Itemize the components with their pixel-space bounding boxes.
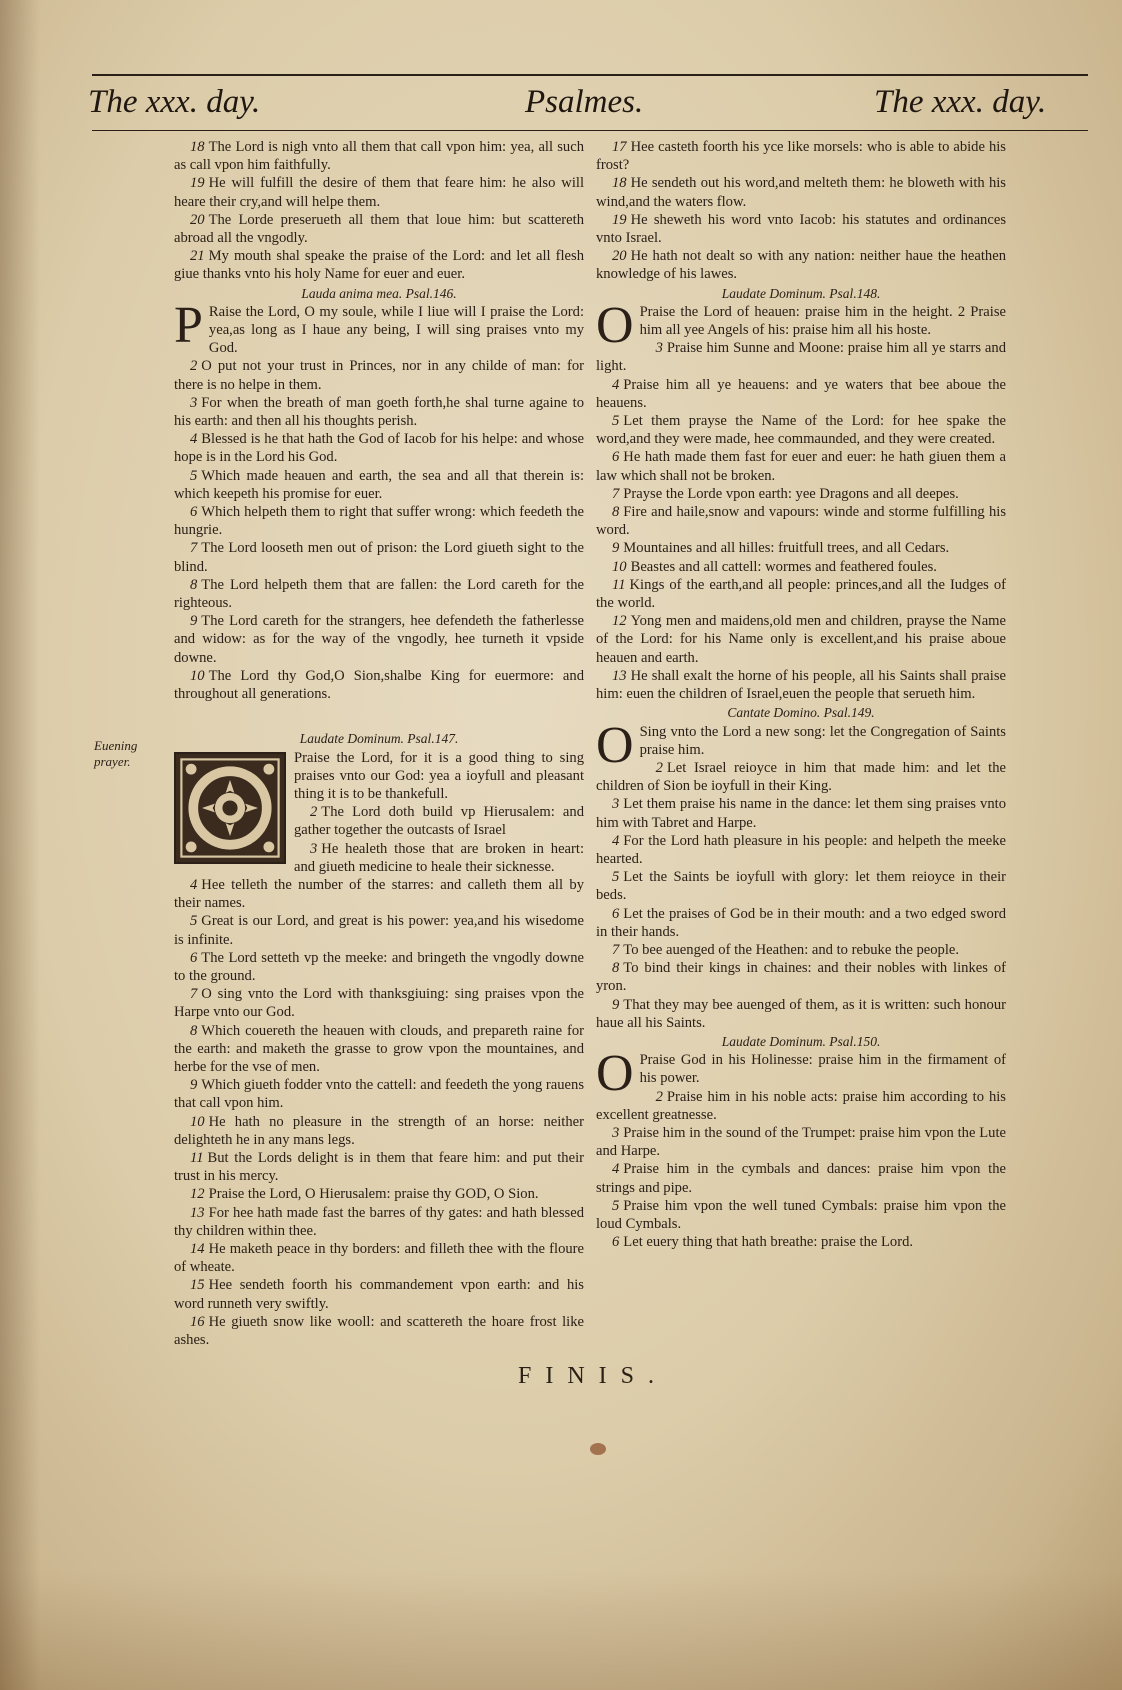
verse-number: 14 bbox=[190, 1240, 205, 1257]
verse bbox=[174, 1240, 584, 1276]
verse-number: 8 bbox=[612, 504, 620, 521]
verse-number: 20 bbox=[190, 211, 205, 228]
verse bbox=[174, 1113, 584, 1149]
psalm-148 bbox=[596, 285, 1006, 704]
verse bbox=[174, 394, 584, 430]
verse bbox=[174, 1185, 584, 1203]
verse-text: For the Lord hath pleasure in his people: and helpeth the meeke hearted. bbox=[596, 832, 1006, 867]
psalm-heading: Lauda anima mea. Psal.146. bbox=[301, 285, 457, 301]
verse bbox=[174, 1022, 584, 1077]
verse-number: 15 bbox=[190, 1277, 205, 1294]
verse-number: 10 bbox=[190, 1113, 205, 1130]
verse-text: Beastes and all cattell: wormes and feathered foules. bbox=[630, 558, 937, 575]
drop-initial: P bbox=[174, 296, 203, 354]
verse-number: 5 bbox=[190, 913, 198, 930]
verse bbox=[174, 612, 584, 667]
verse bbox=[596, 412, 1006, 448]
verse-number: 9 bbox=[612, 540, 620, 557]
verse-text: Yong men and maidens,old men and children, prayse the Name of the Lord: for his Name only is excellent,and his praise aboue heauen and earth. bbox=[596, 613, 1006, 666]
verse-number: 9 bbox=[612, 996, 620, 1013]
verse-text: Praise him in his noble acts: praise him according to his excellent greatnesse. bbox=[596, 1088, 1006, 1123]
page-edge-shadow bbox=[0, 0, 40, 1690]
verse-text: He giueth snow like wooll: and scattereth the hoare frost like ashes. bbox=[174, 1313, 584, 1348]
verse-number: 2 bbox=[655, 1088, 663, 1105]
ink-stain bbox=[590, 1443, 606, 1455]
verse bbox=[174, 1076, 584, 1112]
psalm-147 bbox=[174, 730, 584, 1349]
verse-number: 16 bbox=[190, 1313, 205, 1330]
header-top-rule bbox=[92, 74, 1088, 76]
verse bbox=[596, 612, 1006, 667]
running-head-right: The xxx. day. bbox=[874, 84, 1047, 120]
verse-text: Hee casteth foorth his yce like morsels: who is able to abide his frost? bbox=[596, 139, 1006, 174]
psalm-heading: Laudate Dominum. Psal.148. bbox=[721, 285, 881, 301]
verse-number: 7 bbox=[612, 941, 620, 958]
right-column bbox=[596, 138, 1006, 1270]
verse-number: 3 bbox=[612, 1124, 620, 1141]
psalm-147-end bbox=[596, 138, 1006, 284]
verse bbox=[596, 339, 1006, 375]
verse bbox=[174, 985, 584, 1021]
running-head-left: The xxx. day. bbox=[88, 84, 261, 120]
verse bbox=[174, 949, 584, 985]
verse-text: Praise him all ye heauens: and ye waters that bee aboue the heauens. bbox=[596, 376, 1006, 411]
verse-number: 11 bbox=[612, 576, 626, 593]
verse bbox=[174, 1276, 584, 1312]
verse bbox=[174, 576, 584, 612]
verse-text: My mouth shal speake the praise of the Lord: and let all flesh giue thanks vnto his holy Name for euer and euer. bbox=[174, 248, 584, 283]
verse-text: Praise him Sunne and Moone: praise him all ye starrs and light. bbox=[596, 340, 1006, 375]
verse-number: 18 bbox=[612, 175, 627, 192]
verse bbox=[596, 905, 1006, 941]
drop-initial: O bbox=[596, 716, 634, 774]
verse-number: 8 bbox=[190, 1022, 198, 1039]
verse-number: 5 bbox=[190, 467, 198, 484]
verse bbox=[596, 941, 1006, 959]
verse-number: 7 bbox=[612, 485, 620, 502]
verse bbox=[596, 138, 1006, 174]
verse-number: 6 bbox=[190, 504, 198, 521]
verse-number: 2 bbox=[655, 759, 663, 776]
verse bbox=[596, 558, 1006, 576]
verse-text: Mountaines and all hilles: fruitfull trees, and all Cedars. bbox=[623, 540, 950, 557]
psalm-heading: Laudate Dominum. Psal.147. bbox=[299, 731, 459, 747]
verse-text: The Lord thy God,O Sion,shalbe King for euermore: and throughout all generations. bbox=[174, 667, 584, 703]
verse bbox=[596, 485, 1006, 503]
verse-number: 4 bbox=[612, 832, 620, 849]
verse bbox=[596, 1088, 1006, 1124]
verse bbox=[174, 1313, 584, 1349]
verse bbox=[596, 174, 1006, 210]
verse-text: Kings of the earth,and all people: princes,and all the Iudges of the world. bbox=[596, 576, 1006, 612]
verse-number: 6 bbox=[612, 1234, 620, 1251]
verse bbox=[174, 667, 584, 703]
psalm-145-end bbox=[174, 138, 584, 284]
verse-text: Prayse the Lorde vpon earth: yee Dragons and all deepes. bbox=[623, 485, 959, 502]
verse-text: The Lorde preserueth all them that loue him: but scattereth abroad all the vngodly. bbox=[174, 211, 584, 247]
verse-text: He hath not dealt so with any nation: neither haue the heathen knowledge of his lawes. bbox=[596, 248, 1006, 283]
verse-text: He healeth those that are broken in heart: and giueth medicine to heale their sicknesse. bbox=[294, 840, 584, 875]
verse-number: 6 bbox=[612, 905, 620, 922]
drop-initial: O bbox=[596, 1045, 634, 1103]
verse bbox=[174, 876, 584, 912]
verse-number: 12 bbox=[612, 613, 627, 630]
verse bbox=[174, 467, 584, 503]
verse-text: Blessed is he that hath the God of Iacob for his helpe: and whose hope is in the Lord his God. bbox=[174, 431, 584, 466]
verse-number: 4 bbox=[190, 431, 198, 448]
verse-text: Praise the Lord, O Hierusalem: praise thy GOD, O Sion. bbox=[208, 1186, 539, 1203]
verse-text: The Lord doth build vp Hierusalem: and gather together the outcasts of Israel bbox=[294, 804, 584, 839]
psalm-149 bbox=[596, 704, 1006, 1032]
verse-number: 3 bbox=[612, 796, 620, 813]
verse-text: Which couereth the heauen with clouds, and prepareth raine for the earth: and maketh the grasse to grow vpon the mountaines, and herbe for the vse of men. bbox=[174, 1022, 584, 1075]
verse-number: 8 bbox=[190, 576, 198, 593]
verse-text: He maketh peace in thy borders: and filleth thee with the floure of wheate. bbox=[174, 1240, 584, 1276]
verse bbox=[174, 211, 584, 247]
page-bottom-shadow bbox=[0, 1570, 1122, 1690]
verse-text: Praise him in the sound of the Trumpet: praise him vpon the Lute and Harpe. bbox=[596, 1124, 1006, 1160]
verse-text: Which made heauen and earth, the sea and all that therein is: which keepeth his promise for euer. bbox=[174, 467, 584, 502]
verse bbox=[596, 1160, 1006, 1196]
verse-text: The Lord is nigh vnto all them that call vpon him: yea, all such as call vpon him faithfully. bbox=[174, 139, 584, 174]
verse-number: 10 bbox=[190, 667, 205, 684]
verse bbox=[596, 211, 1006, 247]
verse-number: 13 bbox=[612, 667, 627, 684]
verse-number: 3 bbox=[310, 840, 318, 857]
verse-number: 2 bbox=[310, 804, 318, 821]
margin-note-evening-prayer: Euening prayer. bbox=[94, 738, 138, 769]
verse bbox=[596, 759, 1006, 795]
verse-text: Fire and haile,snow and vapours: winde and storme fulfilling his word. bbox=[596, 504, 1006, 539]
verse-number: 5 bbox=[612, 1197, 620, 1214]
verse-text: Let them prayse the Name of the Lord: for hee spake the word,and they were made, hee commaunded, and they were created. bbox=[596, 413, 1006, 448]
verse-number: 8 bbox=[612, 960, 620, 977]
verse-text: Let them praise his name in the dance: let them sing praises vnto him with Tabret and Harpe. bbox=[596, 796, 1006, 831]
verse-text: He sheweth his word vnto Iacob: his statutes and ordinances vnto Israel. bbox=[596, 211, 1006, 247]
verse-number: 9 bbox=[190, 1077, 198, 1094]
verse-text: Hee telleth the number of the starres: and calleth them all by their names. bbox=[174, 876, 584, 912]
verse-text: But the Lords delight is in them that feare him: and put their trust in his mercy. bbox=[174, 1149, 584, 1185]
verse-text: The Lord setteth vp the meeke: and bringeth the vngodly downe to the ground. bbox=[174, 949, 584, 984]
verse-number: 19 bbox=[612, 211, 627, 228]
verse-number: 2 bbox=[190, 358, 198, 375]
verse bbox=[596, 868, 1006, 904]
verse-text: Hee sendeth foorth his commandement vpon earth: and his word runneth very swiftly. bbox=[174, 1277, 584, 1312]
verse-number: 7 bbox=[190, 986, 198, 1003]
verse-text: Praise him in the cymbals and dances: praise him vpon the strings and pipe. bbox=[596, 1161, 1006, 1196]
verse bbox=[596, 996, 1006, 1032]
verse bbox=[174, 174, 584, 210]
verse-number: 17 bbox=[612, 139, 627, 155]
verse bbox=[174, 503, 584, 539]
verse-text: The Lord helpeth them that are fallen: the Lord careth for the righteous. bbox=[174, 576, 584, 612]
verse-number: 3 bbox=[655, 340, 663, 357]
verse-number: 20 bbox=[612, 248, 627, 265]
left-column bbox=[174, 138, 584, 1349]
psalm-heading: Laudate Dominum. Psal.150. bbox=[721, 1033, 881, 1049]
verse bbox=[596, 539, 1006, 557]
verse-text: Let euery thing that hath breathe: praise the Lord. bbox=[623, 1234, 914, 1251]
verse-number: 5 bbox=[612, 413, 620, 430]
verse-text: Which helpeth them to right that suffer wrong: which feedeth the hungrie. bbox=[174, 504, 584, 539]
verse bbox=[174, 1149, 584, 1185]
verse-number: 7 bbox=[190, 540, 198, 557]
verse-text: Great is our Lord, and great is his power: yea,and his wisedome is infinite. bbox=[174, 913, 584, 948]
first-verse: P Raise the Lord, O my soule, while I liue will I praise the Lord: yea,as long as I haue any being, I will sing praises vnto my God. bbox=[174, 296, 584, 357]
verse bbox=[596, 376, 1006, 412]
verse-number: 13 bbox=[190, 1204, 205, 1221]
decorated-initial-woodcut bbox=[174, 752, 286, 864]
verse-number: 12 bbox=[190, 1186, 205, 1203]
verse-text: Let the praises of God be in their mouth: and a two edged sword in their hands. bbox=[596, 905, 1006, 940]
verse-text: To bind their kings in chaines: and their nobles with linkes of yron. bbox=[596, 960, 1006, 995]
verse-number: 3 bbox=[190, 394, 198, 411]
verse bbox=[596, 1124, 1006, 1160]
verse bbox=[596, 667, 1006, 703]
verse-text: Praise him vpon the well tuned Cymbals: praise him vpon the loud Cymbals. bbox=[596, 1197, 1006, 1232]
verse-number: 18 bbox=[190, 139, 205, 155]
verse-number: 4 bbox=[612, 376, 620, 393]
verse bbox=[596, 247, 1006, 283]
verse-number: 4 bbox=[612, 1161, 620, 1178]
verse bbox=[596, 1197, 1006, 1233]
psalm-150 bbox=[596, 1033, 1006, 1270]
finis-colophon: FINIS. bbox=[518, 1363, 669, 1389]
verse bbox=[596, 1251, 1006, 1269]
first-verse: O Sing vnto the Lord a new song: let the Congregation of Saints praise him. bbox=[596, 716, 1006, 774]
verse-number: 10 bbox=[612, 558, 627, 575]
verse bbox=[596, 576, 1006, 612]
verse-number: 19 bbox=[190, 175, 205, 192]
verse bbox=[174, 357, 584, 393]
first-verse: Praise the Lord, for it is a good thing to sing praises vnto our God: yea a ioyfull and pleasant thing it is to be thankefull. bbox=[294, 749, 584, 802]
verse-text: That they may bee auenged of them, as it is written: such honour haue all his Saints. bbox=[596, 996, 1006, 1031]
verse-text: He shall exalt the horne of his people, all his Saints shall praise him: euen the children of Israel,euen the people that serueth him. bbox=[596, 667, 1006, 703]
first-verse: O Praise the Lord of heauen: praise him in the height. 2 Praise him all yee Angels of his: praise him all his hoste. bbox=[596, 296, 1006, 354]
verse bbox=[174, 539, 584, 575]
psalm-heading: Cantate Domino. Psal.149. bbox=[727, 705, 875, 721]
verse bbox=[174, 1204, 584, 1240]
header-bottom-rule bbox=[92, 130, 1088, 131]
verse bbox=[174, 247, 584, 283]
verse-text: The Lord careth for the strangers, hee defendeth the fatherlesse and widow: as for the way of the vngodly, hee turneth it vpside downe. bbox=[174, 613, 584, 666]
verse-text: He sendeth out his word,and melteth them: he bloweth with his wind,and the waters flow. bbox=[596, 175, 1006, 210]
verse bbox=[596, 503, 1006, 539]
drop-initial: O bbox=[596, 296, 634, 354]
verse bbox=[596, 795, 1006, 831]
verse-text: Let Israel reioyce in him that made him: and let the children of Sion be ioyfull in their King. bbox=[596, 759, 1006, 795]
verse-text: O sing vnto the Lord with thanksgiuing: sing praises vpon the Harpe vnto our God. bbox=[174, 986, 584, 1021]
verse-text: For hee hath made fast the barres of thy gates: and hath blessed thy children within thee. bbox=[174, 1204, 584, 1239]
verse-text: O put not your trust in Princes, nor in any childe of man: for there is no helpe in them. bbox=[174, 358, 584, 393]
verse-text: Which giueth fodder vnto the cattell: and feedeth the yong rauens that call vpon him. bbox=[174, 1077, 584, 1112]
verse-text: He hath no pleasure in the strength of an horse: neither delighteth he in any mans legs. bbox=[174, 1113, 584, 1148]
verse-text: To bee auenged of the Heathen: and to rebuke the people. bbox=[623, 941, 960, 958]
verse-text: For when the breath of man goeth forth,he shal turne againe to his earth: and then all his thoughts perish. bbox=[174, 394, 584, 430]
psalm-146 bbox=[174, 285, 584, 704]
verse-number: 6 bbox=[612, 449, 620, 466]
verse bbox=[174, 912, 584, 948]
verse-number: 11 bbox=[190, 1149, 204, 1166]
verse bbox=[596, 959, 1006, 995]
verse bbox=[596, 832, 1006, 868]
verse-text: He hath made them fast for euer and euer: he hath giuen them a law which shall not be broken. bbox=[596, 449, 1006, 484]
verse-number: 5 bbox=[612, 869, 620, 886]
verse-number: 21 bbox=[190, 248, 205, 265]
verse bbox=[174, 138, 584, 174]
first-verse: O Praise God in his Holinesse: praise him in the firmament of his power. bbox=[596, 1045, 1006, 1103]
verse-number: 4 bbox=[190, 876, 198, 893]
verse bbox=[174, 430, 584, 466]
verse-number: 9 bbox=[190, 613, 198, 630]
running-head-center: Psalmes. bbox=[525, 84, 644, 120]
verse-text: Let the Saints be ioyfull with glory: let them reioyce in their beds. bbox=[596, 869, 1006, 904]
verse bbox=[596, 1233, 1006, 1251]
verse bbox=[596, 448, 1006, 484]
verse-text: He will fulfill the desire of them that feare him: he also will heare their cry,and will helpe them. bbox=[174, 175, 584, 210]
verse-number: 6 bbox=[190, 949, 198, 966]
verse-text: The Lord looseth men out of prison: the Lord giueth sight to the blind. bbox=[174, 540, 584, 575]
